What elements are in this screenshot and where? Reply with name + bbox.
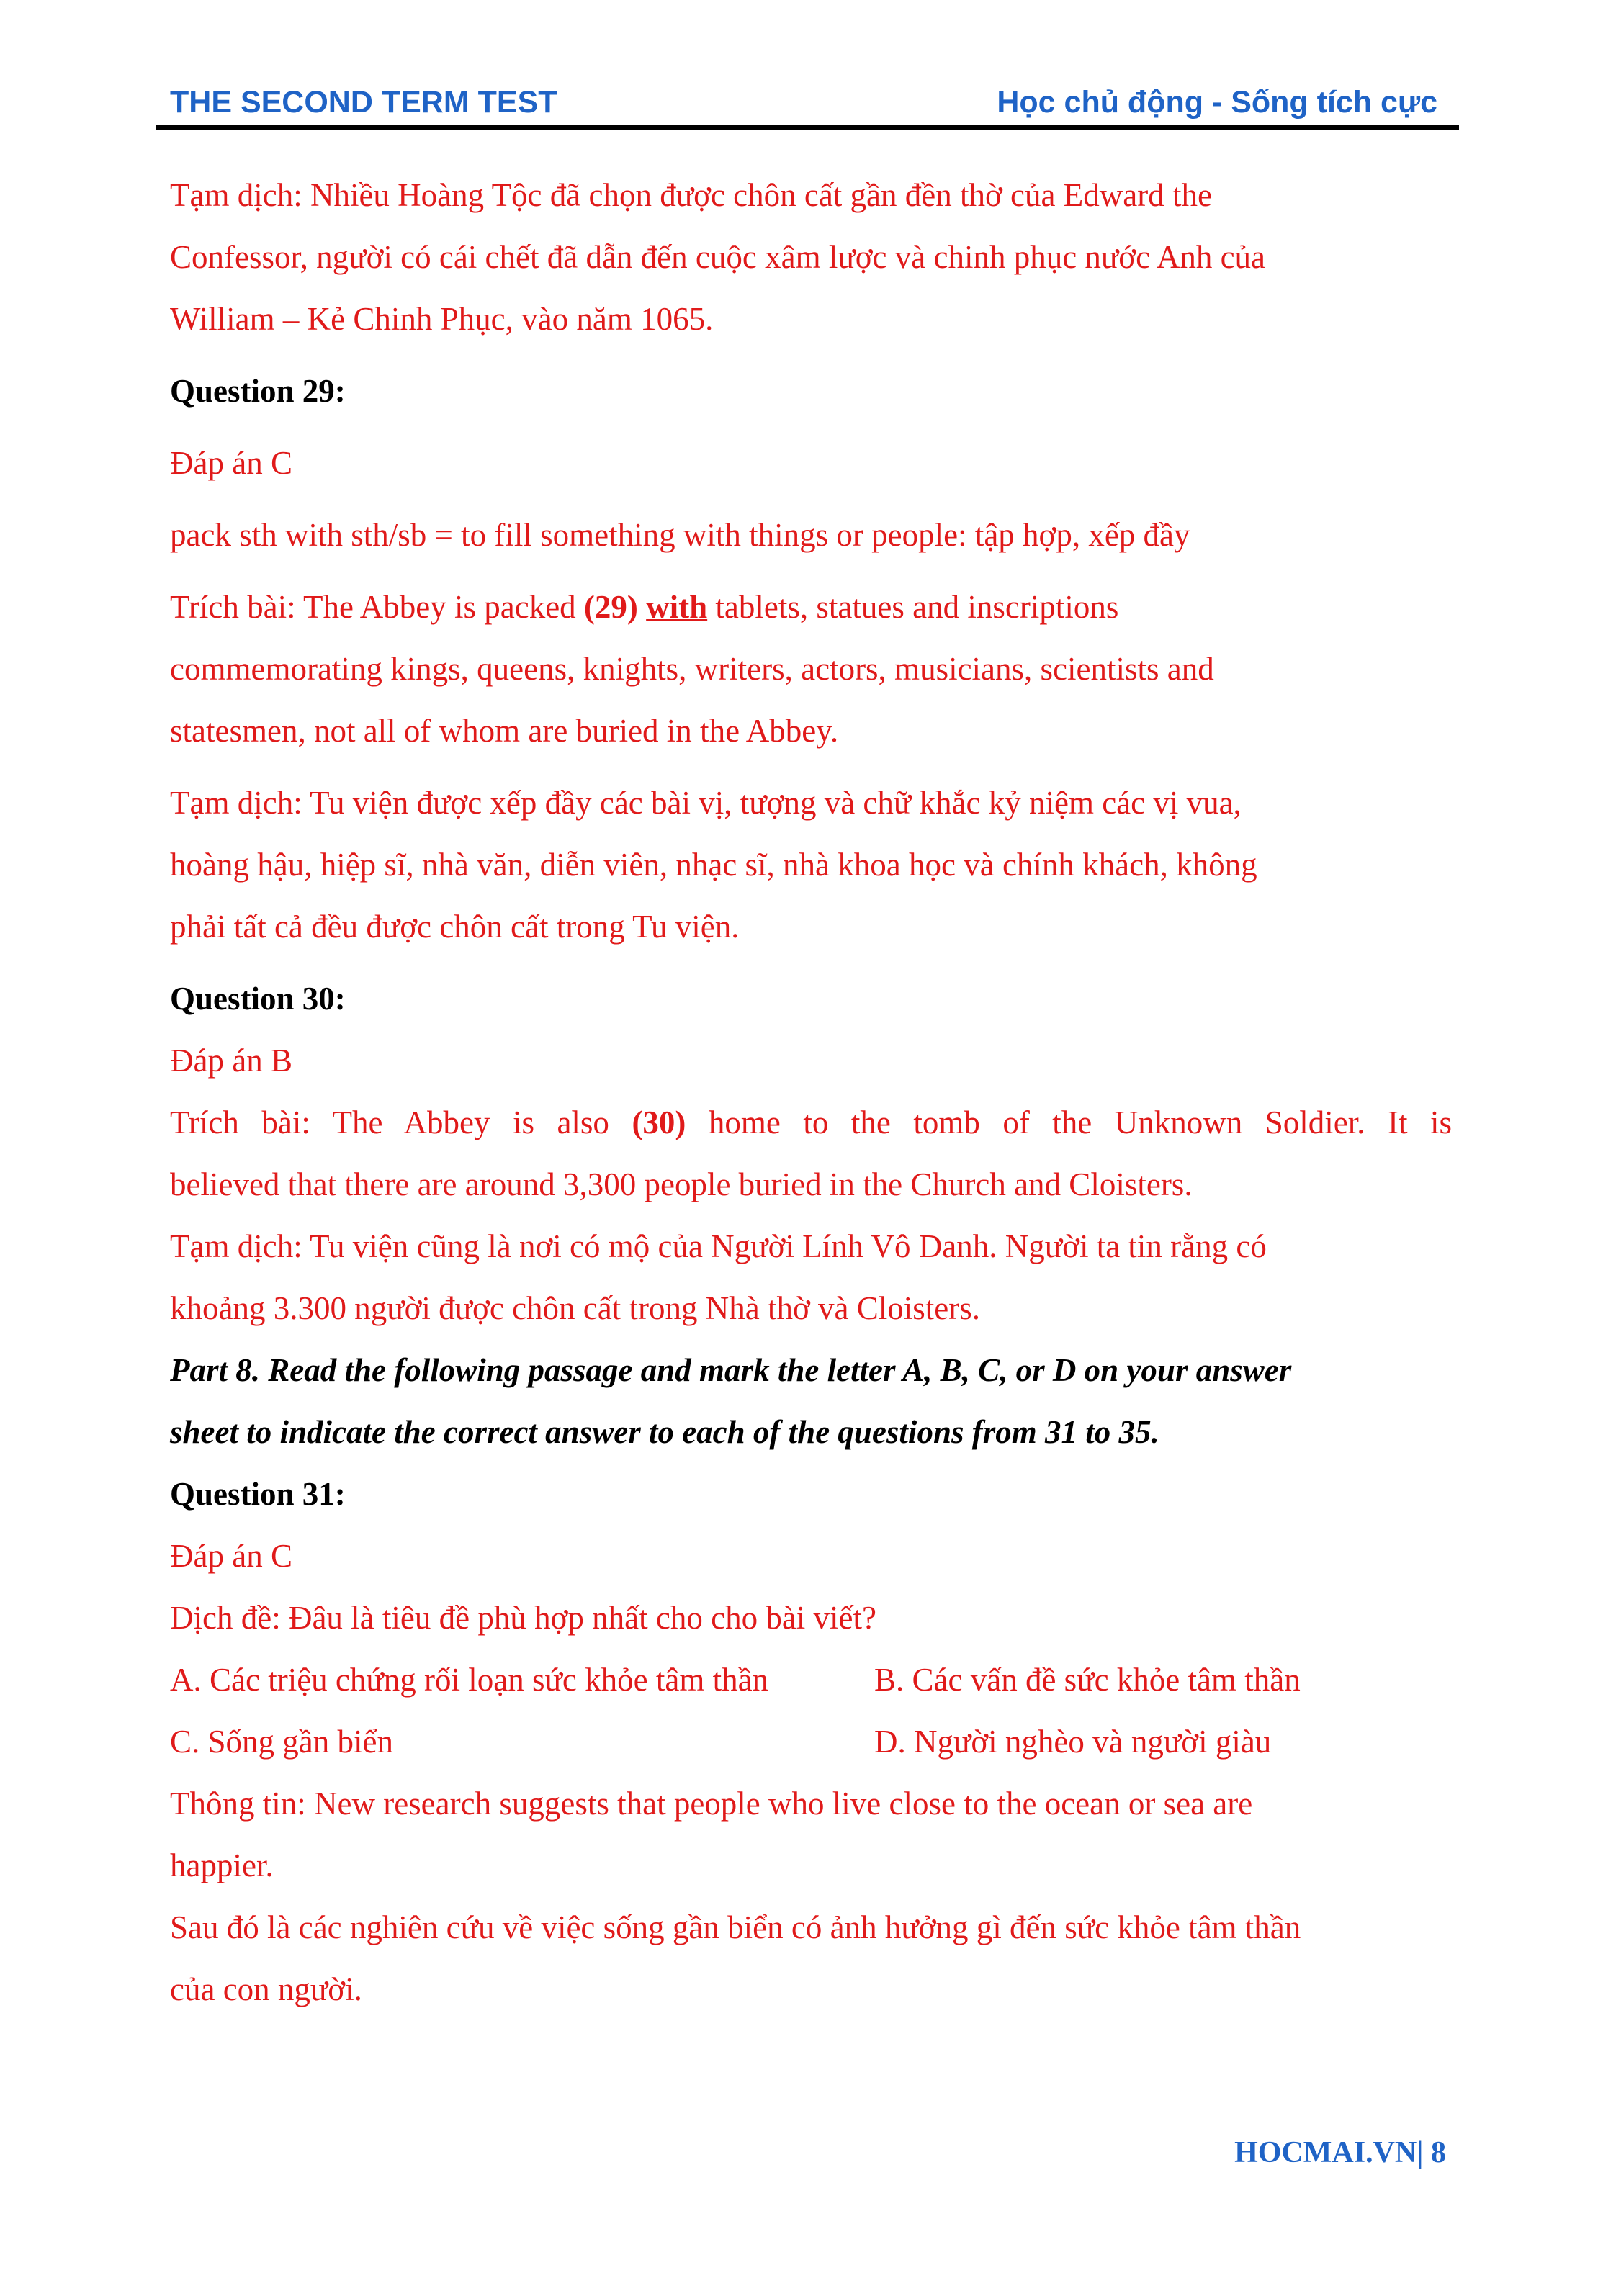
question-31-note: Sau đó là các nghiên cứu về việc sống gần biển có ảnh hưởng gì đến sức khỏe tâm thần <box>170 1909 1301 1945</box>
question-29-excerpt: Trích bài: The Abbey is packed (29) with tablets, statues and inscriptions <box>170 589 1119 625</box>
blank-number: (29) <box>583 589 638 625</box>
question-31-title: Question 31: <box>170 1476 346 1512</box>
header-divider <box>156 125 1459 130</box>
question-29-title: Question 29: <box>170 373 346 409</box>
question-29-answer: Đáp án C <box>170 445 292 481</box>
translation-line: Confessor, người có cái chết đã dẫn đến cuộc xâm lược và chinh phục nước Anh của <box>170 239 1266 275</box>
blank-number: (30) <box>632 1104 686 1140</box>
question-31-prompt: Dịch đề: Đâu là tiêu đề phù hợp nhất cho cho bài viết? <box>170 1600 876 1636</box>
question-30-translation: Tạm dịch: Tu viện cũng là nơi có mộ của Người Lính Vô Danh. Người ta tin rằng có <box>170 1228 1267 1264</box>
page-content <box>170 164 1452 2020</box>
header-slogan: Học chủ động - Sống tích cực <box>997 85 1437 120</box>
question-31-options-row <box>170 1649 1452 1711</box>
question-29-translation: Tạm dịch: Tu viện được xếp đầy các bài vị, tượng và chữ khắc kỷ niệm các vị vua, <box>170 785 1242 821</box>
question-30-translation-line: khoảng 3.300 người được chôn cất trong Nhà thờ và Cloisters. <box>170 1290 980 1326</box>
question-31-note-line: của con người. <box>170 1971 362 2007</box>
option-c: C. Sống gần biển <box>170 1724 393 1760</box>
option-d: D. Người nghèo và người giàu <box>874 1724 1272 1760</box>
question-30-excerpt: Trích bài: The Abbey is also (30) home to the tomb of the Unknown Soldier. It is <box>170 1104 1452 1140</box>
question-30-excerpt-line: believed that there are around 3,300 people buried in the Church and Cloisters. <box>170 1166 1193 1202</box>
part-8-instruction-line: sheet to indicate the correct answer to each of the questions from 31 to 35. <box>170 1414 1159 1450</box>
option-b: B. Các vấn đề sức khỏe tâm thần <box>874 1662 1301 1698</box>
question-30-title: Question 30: <box>170 981 346 1017</box>
page-header <box>170 81 1456 125</box>
question-29-excerpt-line: statesmen, not all of whom are buried in the Abbey. <box>170 713 839 749</box>
question-29-excerpt-line: commemorating kings, queens, knights, writers, actors, musicians, scientists and <box>170 651 1214 687</box>
question-31-info-line: happier. <box>170 1847 274 1883</box>
option-a: A. Các triệu chứng rối loạn sức khỏe tâm thần <box>170 1662 769 1698</box>
translation-line: Tạm dịch: Nhiều Hoàng Tộc đã chọn được chôn cất gần đền thờ của Edward the <box>170 177 1212 213</box>
question-29-translation-line: hoàng hậu, hiệp sĩ, nhà văn, diễn viên, nhạc sĩ, nhà khoa học và chính khách, không <box>170 847 1257 883</box>
question-31-info: Thông tin: New research suggests that people who live close to the ocean or sea are <box>170 1786 1253 1822</box>
part-8-instruction: Part 8. Read the following passage and mark the letter A, B, C, or D on your answer <box>170 1352 1292 1388</box>
page-footer: HOCMAI.VN| 8 <box>1234 2136 1446 2169</box>
question-31-answer: Đáp án C <box>170 1538 292 1574</box>
question-30-answer: Đáp án B <box>170 1043 292 1079</box>
question-29-definition: pack sth with sth/sb = to fill something with things or people: tập hợp, xếp đầy <box>170 517 1190 553</box>
question-29-translation-line: phải tất cả đều được chôn cất trong Tu viện. <box>170 909 740 945</box>
translation-line: William – Kẻ Chinh Phục, vào năm 1065. <box>170 301 714 337</box>
answer-word: with <box>646 589 708 625</box>
header-title: THE SECOND TERM TEST <box>170 85 557 120</box>
question-31-options-row <box>170 1711 1452 1773</box>
